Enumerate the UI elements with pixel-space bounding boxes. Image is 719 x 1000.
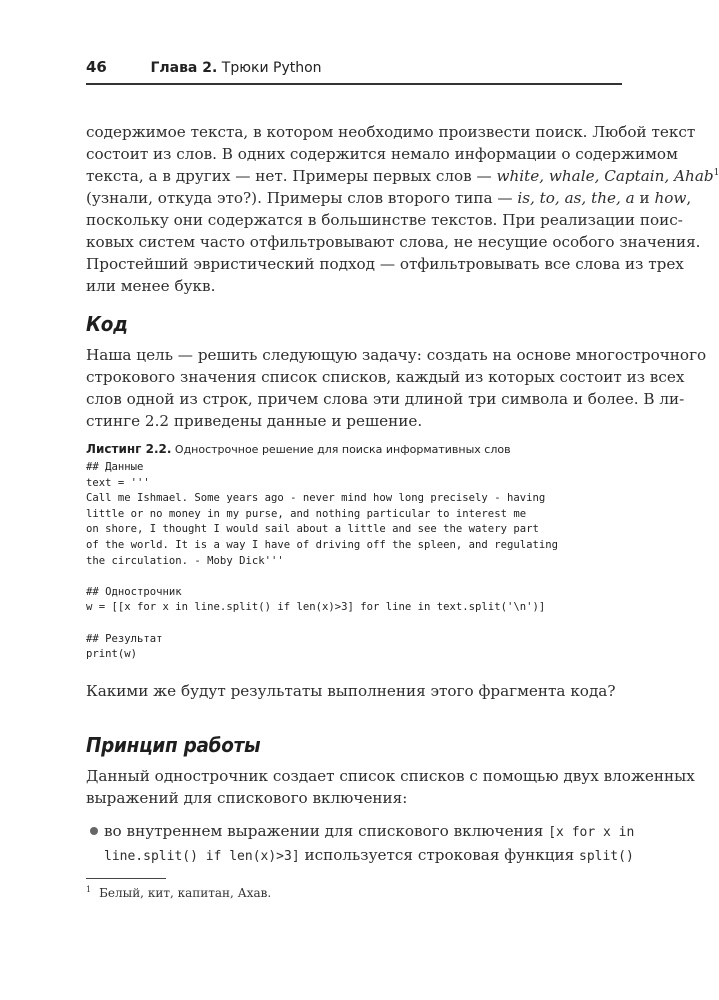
bullet-item	[104, 820, 635, 868]
footnote	[86, 885, 271, 900]
chapter-title: Трюки Python	[221, 60, 322, 76]
heading-code: Код	[86, 312, 128, 336]
text-line: во внутреннем выражении для спискового включения [x for x in	[104, 822, 635, 840]
page-number: 46	[86, 58, 107, 76]
text-line: выражений для спискового включения:	[86, 789, 408, 807]
text-line: (узнали, откуда это?). Примеры слов второго типа — is, to, as, the, a и how,	[86, 189, 692, 207]
text-line: или менее букв.	[86, 277, 216, 295]
text-line: Какими же будут результаты выполнения этого фрагмента кода?	[86, 682, 616, 700]
example-words-italic: white, whale, Captain, Ahab	[496, 167, 714, 185]
text-line: поскольку они содержатся в большинстве текстов. При реализации поис-	[86, 211, 683, 229]
text-line: текста, а в других — нет. Примеры первых слов — white, whale, Captain, Ahab$^1$	[86, 167, 719, 185]
paragraph-question	[86, 680, 622, 702]
text-line: строкового значения список списков, каждый из которых состоит из всех	[86, 368, 685, 386]
text-line: Простейший эвристический подход — отфильтровывать все слова из трех	[86, 255, 684, 273]
paragraph-goal	[86, 344, 707, 432]
text-line: line.split() if len(x)>3] используется строковая функция split()	[104, 846, 634, 864]
footnote-text: Белый, кит, капитан, Ахав.	[99, 886, 272, 900]
header-rule	[86, 83, 622, 85]
heading-how-it-works: Принцип работы	[86, 733, 261, 757]
paragraph-how	[86, 765, 695, 809]
text-line: слов одной из строк, причем слова эти длиной три символа и более. В ли-	[86, 390, 685, 408]
listing-label: Листинг 2.2.	[86, 442, 172, 456]
chapter-label: Глава 2.	[150, 60, 218, 76]
text-line: стинге 2.2 приведены данные и решение.	[86, 412, 423, 430]
text-line: состоит из слов. В одних содержится немало информации о содержимом	[86, 145, 678, 163]
text-line: Данный однострочник создает список списков с помощью двух вложенных	[86, 767, 695, 785]
running-head	[86, 58, 622, 84]
paragraph-intro	[86, 121, 719, 297]
listing-caption	[86, 442, 511, 456]
text-line: содержимое текста, в котором необходимо произвести поиск. Любой текст	[86, 123, 696, 141]
footnote-ref[interactable]: 1	[713, 167, 719, 178]
footnote-mark: 1	[86, 885, 92, 894]
bullet-dot-icon	[90, 827, 98, 835]
text-line: Наша цель — решить следующую задачу: создать на основе многострочного	[86, 346, 707, 364]
code-listing: ## Данные text = ''' Call me Ishmael. Some years ago - never mind how long precisely - having little or no money in my purse, and nothing particular to interest me on shore, I thought I would sail about a little and see the watery part of the world. It is a way I have of driving off the spleen, and regulating the circulation. - Moby Dick''' ## Однострочник w = [[x for x in line.split() if len(x)>3] for line in text.split('\n')] ## Результат print(w)	[86, 461, 558, 661]
footnote-rule	[86, 878, 166, 879]
listing-caption-text: Однострочное решение для поиска информативных слов	[174, 443, 511, 456]
text-line: ковых систем часто отфильтровывают слова, не несущие особого значения.	[86, 233, 701, 251]
